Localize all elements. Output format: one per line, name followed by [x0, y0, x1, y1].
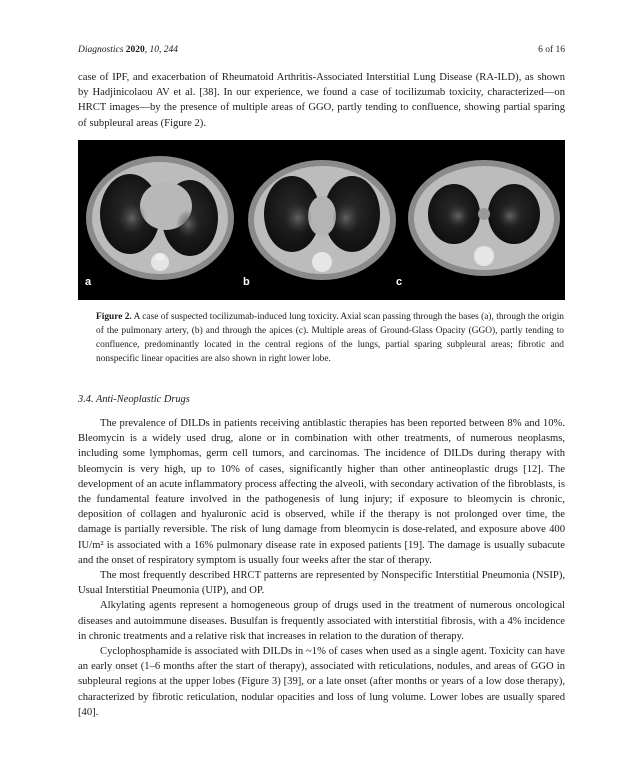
- running-header: [78, 45, 565, 55]
- section-body: [78, 416, 565, 720]
- caption-text: A case of suspected tocilizumab-induced lung toxicity. Axial scan passing through the bases (a), through the origin of the pulmonary artery, (b) and through the apices (c). Multiple areas of Ground-Glass Opacity (GGO), partly tending to confluence, predominantly located in the central regions of the lungs, partial sparing subpleural areas; fibrotic and nonspecific linear opacities are also shown in right lower lobe.: [96, 312, 564, 364]
- ct-panel-c: [408, 160, 560, 276]
- panel-label-c: c: [396, 276, 403, 288]
- intro-paragraph: case of IPF, and exacerbation of Rheumatoid Arthritis-Associated Interstitial Lung Disease (RA-ILD), as shown by Hadjinicolaou AV et al. [38]. In our experience, we found a case of tocilizumab toxicity, characterized—on HRCT images—by the presence of multiple areas of GGO, partly tending to confluence, showing partial sparing of subpleural areas (Figure 2).: [78, 72, 565, 129]
- paragraph-4: Cyclophosphamide is associated with DILDs in ~1% of cases when used as a single agent. Toxicity can have an early onset (1–6 months after the start of therapy), associated with reticulations, nodules, and areas of GGO in subpleural regions at the upper lobes (Figure 3) [39], or a late onset (after months or years of a low dose therapy), characterized by fibrotic reticulation, nodular opacities and loss of lung volume. Lower lobes are usually spared [40].: [78, 646, 565, 718]
- section-heading: 3.4. Anti-Neoplastic Drugs: [78, 394, 190, 405]
- page-number: 6 of 16: [538, 45, 565, 55]
- ct-panel-a: [86, 156, 234, 280]
- figure-2-caption: [96, 311, 564, 367]
- panel-label-b: b: [243, 276, 250, 288]
- paragraph-1: The prevalence of DILDs in patients receiving antiblastic therapies has been reported between 8% and 10%. Bleomycin is a widely used drug, alone or in combination with other treatments, of numerous neoplasms, including some lymphomas, germ cell tumors, and carcinomas. The incidence of DILDs during therapy with bleomycin is very high, up to 10% of cases, significantly higher than other antineoplastic drugs [12]. The development of an acute inflammatory process affecting the alveoli, with secondary activation of the fibroblasts, is the fundamental feature involved in the pathogenesis of lung injury; if exposure to bleomycin is chronic, deposition of collagen and hyaluronic acid is observed, while if the therapy is not prolonged over time, the damage is partially reversible. The risk of lung damage from bleomycin is dose-related, and exposure above 400 IU/m² is associated with a 16% pulmonary disease rate in exposed patients [19]. The damage is usually subacute and the onset of respiratory symptom is usually four weeks after the star of therapy.: [78, 418, 565, 566]
- paragraph-2: The most frequently described HRCT patterns are represented by Nonspecific Interstitial Pneumonia (NSIP), Usual Interstitial Pneumonia (UIP), and OP.: [78, 570, 565, 597]
- ct-scans-graphic: [78, 140, 565, 300]
- caption-label: Figure 2.: [96, 312, 132, 322]
- ct-panel-b: [248, 160, 396, 280]
- paragraph-3: Alkylating agents represent a homogeneous group of drugs used in the treatment of numerous oncological diseases and autoimmune diseases. Busulfan is frequently associated with interstitial fibrosis, with a 4% incidence in chronic treatments and a relative risk that increases in relation to the duration of therapy.: [78, 600, 565, 642]
- journal-citation: Diagnostics 2020, 10, 244: [78, 45, 179, 55]
- figure-2-ct-images: [78, 140, 565, 300]
- panel-label-a: a: [85, 276, 92, 288]
